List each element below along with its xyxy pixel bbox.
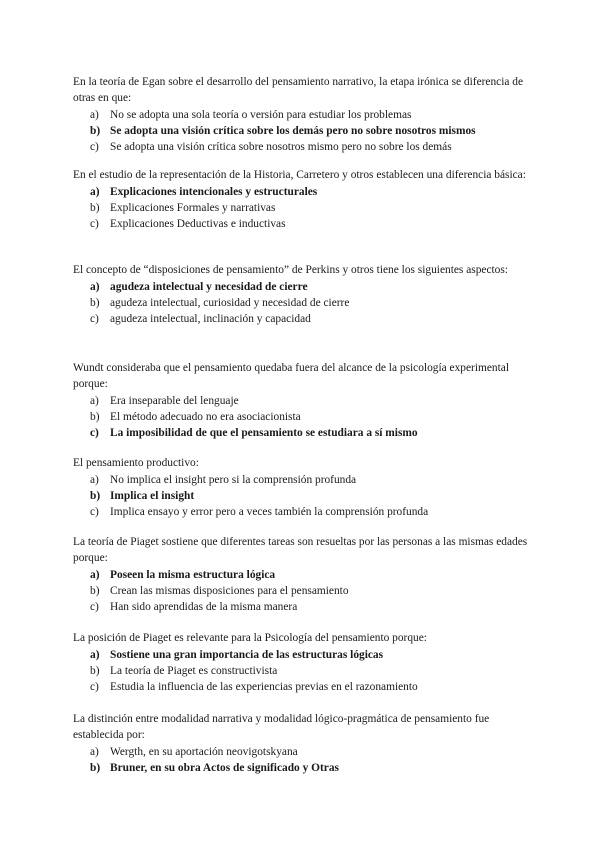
option-letter: a) [90, 281, 100, 293]
option-list [73, 184, 533, 233]
option-letter: c) [90, 427, 99, 440]
question-text: Wundt consideraba que el pensamiento quedaba fuera del alcance de la psicología experimental porque: [73, 362, 509, 390]
option-b-correct [73, 760, 533, 776]
question-6 [73, 534, 533, 616]
option-letter: a) [90, 474, 99, 486]
option-c [73, 216, 533, 232]
option-letter: a) [90, 395, 99, 407]
option-text: agudeza intelectual y necesidad de cierre [110, 281, 308, 293]
option-c [73, 139, 533, 155]
option-letter: c) [90, 601, 99, 614]
option-c [73, 679, 533, 695]
option-text: agudeza intelectual, inclinación y capacidad [110, 313, 311, 326]
option-list [73, 279, 533, 328]
option-letter: b) [90, 490, 101, 503]
option-b [73, 663, 533, 679]
question-text: El concepto de “disposiciones de pensamiento” de Perkins y otros tiene los siguientes aspectos: [73, 264, 508, 276]
option-a-correct [73, 184, 533, 200]
option-list [73, 393, 533, 442]
option-text: agudeza intelectual, curiosidad y necesidad de cierre [110, 297, 350, 310]
option-letter: b) [90, 125, 101, 138]
question-4 [73, 360, 533, 442]
option-a-correct [73, 647, 533, 663]
option-text: La imposibilidad de que el pensamiento se estudiara a sí mismo [110, 427, 418, 440]
option-a-correct [73, 279, 533, 295]
option-letter: a) [90, 746, 99, 758]
option-text: No se adopta una sola teoría o versión para estudiar los problemas [110, 109, 412, 121]
option-a [73, 472, 533, 488]
option-a [73, 393, 533, 409]
option-letter: c) [90, 218, 99, 231]
option-c [73, 311, 533, 327]
option-b-correct [73, 488, 533, 504]
option-list [73, 744, 533, 776]
question-text: La distinción entre modalidad narrativa y modalidad lógico-pragmática de pensamiento fue establecida por: [73, 713, 490, 741]
option-text: No implica el insight pero si la comprensión profunda [110, 474, 357, 486]
question-2 [73, 167, 533, 233]
question-8 [73, 711, 533, 776]
option-text: Explicaciones intencionales y estructurales [110, 186, 318, 198]
option-text: Poseen la misma estructura lógica [110, 569, 276, 581]
option-letter: c) [90, 313, 99, 326]
option-text: El método adecuado no era asociacionista [110, 411, 301, 424]
option-letter: b) [90, 202, 100, 215]
option-text: La teoría de Piaget es constructivista [110, 665, 278, 678]
option-list [73, 107, 533, 156]
question-7 [73, 630, 533, 696]
question-text: En la teoría de Egan sobre el desarrollo del pensamiento narrativo, la etapa irónica se diferencia de otras en que: [73, 76, 524, 104]
option-text: Implica el insight [110, 490, 195, 503]
option-a [73, 744, 533, 760]
question-3 [73, 262, 533, 328]
option-list [73, 472, 533, 521]
question-5 [73, 455, 533, 521]
option-letter: b) [90, 411, 100, 424]
option-text: Bruner, en su obra Actos de significado y Otras [110, 762, 339, 775]
question-text: El pensamiento productivo: [73, 457, 199, 469]
option-b-correct [73, 123, 533, 139]
option-letter: a) [90, 649, 100, 661]
option-b [73, 295, 533, 311]
option-letter: b) [90, 665, 100, 678]
question-text: En el estudio de la representación de la Historia, Carretero y otros establecen una diferencia básica: [73, 169, 526, 181]
option-letter: c) [90, 506, 99, 519]
option-letter: b) [90, 585, 100, 598]
option-text: Estudia la influencia de las experiencias previas en el razonamiento [110, 681, 418, 694]
option-text: Se adopta una visión crítica sobre nosotros mismo pero no sobre los demás [110, 141, 452, 154]
option-c-correct [73, 425, 533, 441]
option-c [73, 504, 533, 520]
option-letter: c) [90, 681, 99, 694]
option-list [73, 567, 533, 616]
option-text: Wergth, en su aportación neovigotskyana [110, 746, 298, 758]
option-text: Se adopta una visión crítica sobre los demás pero no sobre nosotros mismos [110, 125, 476, 138]
option-b [73, 200, 533, 216]
option-b [73, 583, 533, 599]
question-text: La teoría de Piaget sostiene que diferentes tareas son resueltas por las personas a las mismas edades porque: [73, 536, 528, 564]
option-a-correct [73, 567, 533, 583]
option-letter: b) [90, 297, 100, 310]
option-letter: a) [90, 186, 100, 198]
option-list [73, 647, 533, 696]
option-letter: c) [90, 141, 99, 154]
option-letter: b) [90, 762, 101, 775]
option-text: Crean las mismas disposiciones para el pensamiento [110, 585, 349, 598]
option-letter: a) [90, 109, 99, 121]
option-b [73, 409, 533, 425]
option-text: Explicaciones Deductivas e inductivas [110, 218, 286, 231]
option-text: Explicaciones Formales y narrativas [110, 202, 276, 215]
option-text: Sostiene una gran importancia de las estructuras lógicas [110, 649, 384, 661]
question-1 [73, 74, 533, 156]
option-letter: a) [90, 569, 100, 581]
option-a [73, 107, 533, 123]
option-c [73, 599, 533, 615]
option-text: Implica ensayo y error pero a veces también la comprensión profunda [110, 506, 429, 519]
option-text: Han sido aprendidas de la misma manera [110, 601, 298, 614]
option-text: Era inseparable del lenguaje [110, 395, 239, 407]
question-text: La posición de Piaget es relevante para la Psicología del pensamiento porque: [73, 632, 427, 644]
